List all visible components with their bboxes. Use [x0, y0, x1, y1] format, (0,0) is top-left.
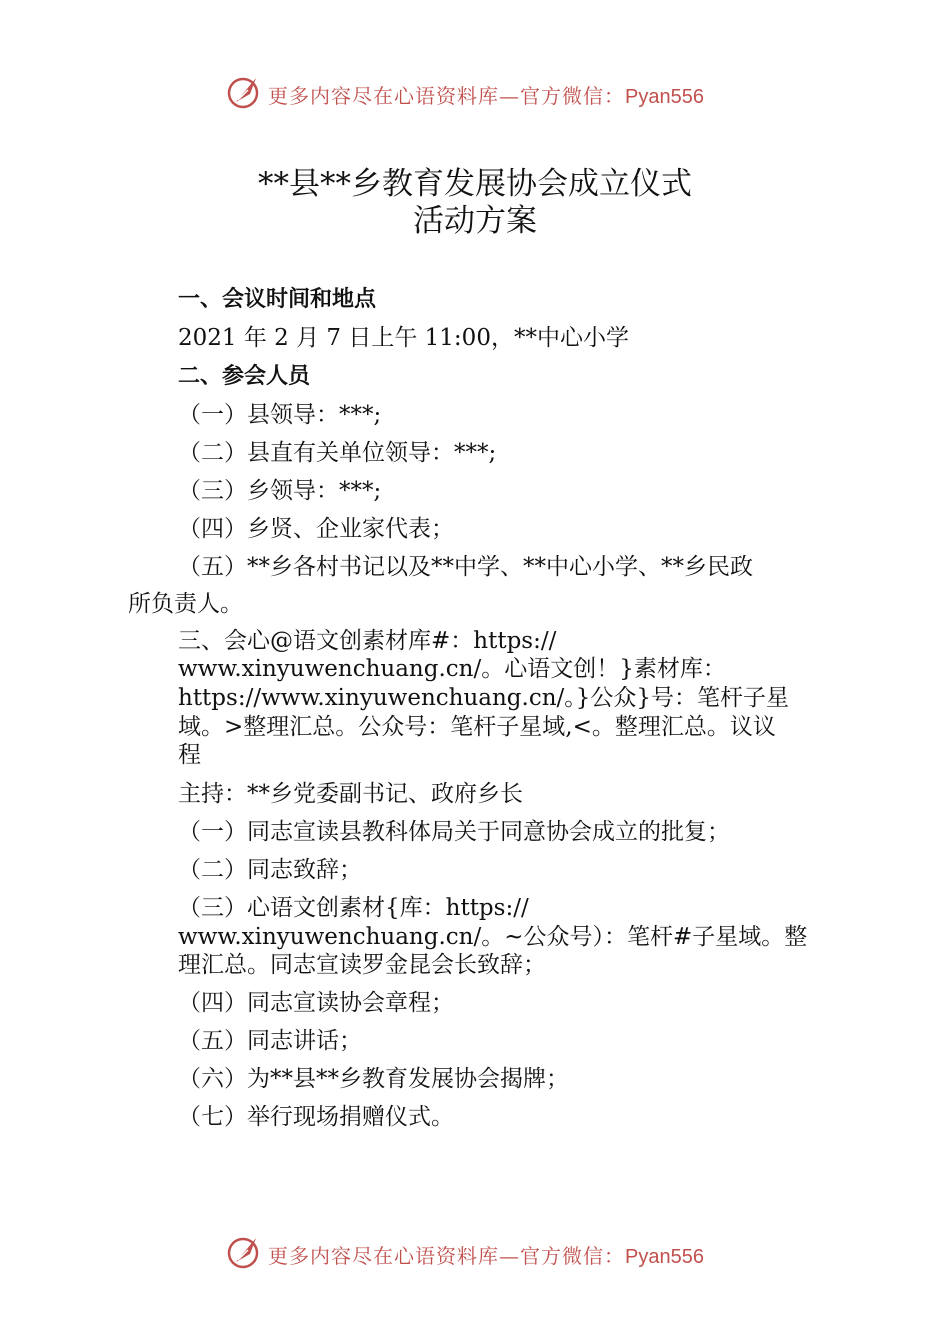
- agenda-item: （三）心语文创素材{库：https://: [178, 895, 529, 921]
- document-title-line-2: 活动方案: [413, 203, 537, 239]
- section-heading-time-place: 一、会议时间和地点: [178, 287, 377, 312]
- agenda-item: （二）同志致辞；: [178, 857, 362, 883]
- agenda-item: （七）举行现场捐赠仪式。: [178, 1104, 454, 1130]
- agenda-item: （六）为**县**乡教育发展协会揭牌；: [178, 1066, 569, 1092]
- agenda-item-continued: 理汇总。同志宣读罗金昆会长致辞；: [178, 952, 546, 978]
- meeting-time-text: 2021 年 2 月 7 日上午 11:00，**中心小学: [178, 325, 629, 351]
- agenda-item-continued: www.xinyuwenchuang.cn/。~公众号）：笔杆#子星域。整: [178, 924, 808, 950]
- quill-logo-icon: [226, 74, 264, 110]
- attendee-item: （四）乡贤、企业家代表；: [178, 516, 454, 542]
- quill-logo-icon: [226, 1234, 264, 1270]
- host-text: 主持：**乡党委副书记、政府乡长: [178, 781, 523, 807]
- attendee-item: （一）县领导：***;: [178, 402, 382, 428]
- agenda-item: （一）同志宣读县教科体局关于同意协会成立的批复；: [178, 819, 730, 845]
- attendee-item: （三）乡领导：***;: [178, 478, 382, 504]
- banner-text: 更多内容尽在心语资料库—官方微信：Pyan556: [268, 1244, 704, 1268]
- agenda-heading-continued: 域。>整理汇总。公众号：笔杆子星域,<。整理汇总。议议: [178, 714, 776, 740]
- agenda-heading-continued: https://www.xinyuwenchuang.cn/。}公众}号：笔杆子星: [178, 685, 790, 711]
- agenda-item: （四）同志宣读协会章程；: [178, 990, 454, 1016]
- agenda-item: （五）同志讲话；: [178, 1028, 362, 1054]
- attendee-item: （二）县直有关单位领导：***;: [178, 440, 497, 466]
- document-title-line-1: **县**乡教育发展协会成立仪式: [258, 166, 692, 202]
- agenda-heading-continued: 程: [178, 742, 201, 768]
- section-heading-attendees: 二、参会人员: [178, 364, 311, 389]
- banner-text: 更多内容尽在心语资料库—官方微信：Pyan556: [268, 84, 704, 108]
- attendee-item-continued: 所负责人。: [128, 591, 243, 617]
- agenda-heading-continued: www.xinyuwenchuang.cn/。心语文创！}素材库：: [178, 656, 726, 682]
- section-heading-agenda: 三、会心@语文创素材库#：https://: [178, 628, 557, 654]
- attendee-item: （五）**乡各村书记以及**中学、**中心小学、**乡民政: [178, 554, 753, 580]
- footer-banner: [0, 1232, 950, 1272]
- header-banner: [0, 72, 950, 112]
